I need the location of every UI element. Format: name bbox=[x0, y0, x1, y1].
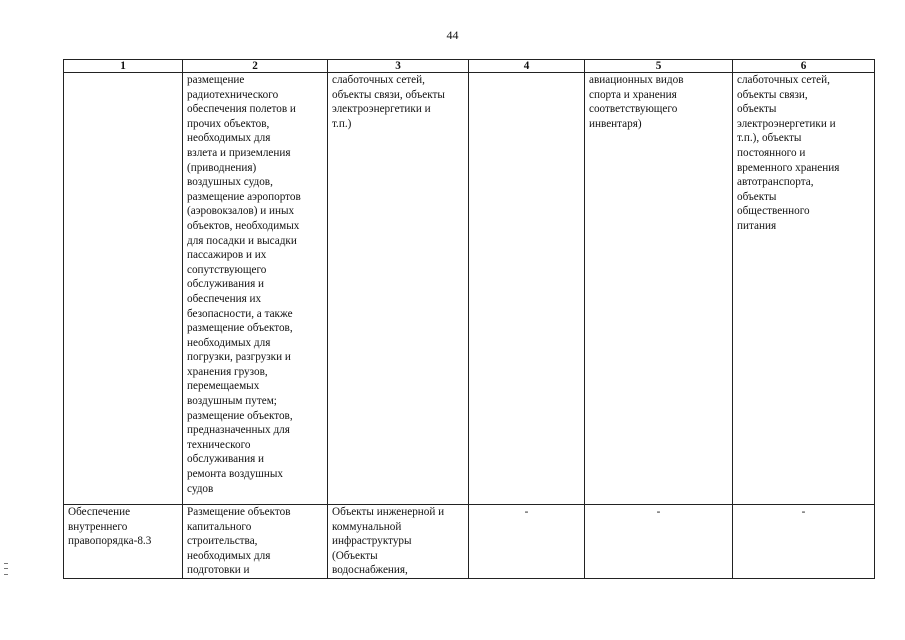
table-row bbox=[64, 73, 875, 505]
cell-land-use-type bbox=[64, 73, 183, 505]
cell-auxiliary-objects: слаботочных сетей, объекты связи, объекты электроэнергетики и т.п.) bbox=[328, 73, 469, 505]
column-header-6: 6 bbox=[733, 60, 875, 73]
column-header-3: 3 bbox=[328, 60, 469, 73]
land-use-table bbox=[63, 59, 875, 579]
page-number: 44 bbox=[446, 28, 459, 42]
margin-mark bbox=[4, 563, 8, 575]
column-header-4: 4 bbox=[469, 60, 585, 73]
cell-column-6: слаботочных сетей, объекты связи, объекты электроэнергетики и т.п.), объекты постоянного и временного хранения автотранспорта, объекты общественного питания bbox=[733, 73, 875, 505]
cell-description: размещение радиотехнического обеспечения полетов и прочих объектов, необходимых для взлета и приземления (приводнения) воздушных судов, размещение аэропортов (аэровокзалов) и иных объектов, необходимых для посадки и высадки пассажиров и их сопутствующего обслуживания и обеспечения их безопасности, а также размещение объектов, необходимых для погрузки, разгрузки и хранения грузов, перемещаемых воздушным путем; размещение объектов, предназначенных для технического обслуживания и ремонта воздушных судов bbox=[183, 73, 328, 505]
cell-column-5: авиационных видов спорта и хранения соответствующего инвентаря) bbox=[585, 73, 733, 505]
cell-column-4 bbox=[469, 73, 585, 505]
cell-land-use-type: Обеспечение внутреннего правопорядка-8.3 bbox=[64, 505, 183, 579]
cell-column-5: - bbox=[585, 505, 733, 579]
cell-auxiliary-objects: Объекты инженерной и коммунальной инфраструктуры (Объекты водоснабжения, bbox=[328, 505, 469, 579]
column-header-2: 2 bbox=[183, 60, 328, 73]
column-header-5: 5 bbox=[585, 60, 733, 73]
column-header-1: 1 bbox=[64, 60, 183, 73]
header-row bbox=[64, 60, 875, 73]
cell-column-4: - bbox=[469, 505, 585, 579]
table-row bbox=[64, 505, 875, 579]
cell-description: Размещение объектов капитального строительства, необходимых для подготовки и bbox=[183, 505, 328, 579]
cell-column-6: - bbox=[733, 505, 875, 579]
